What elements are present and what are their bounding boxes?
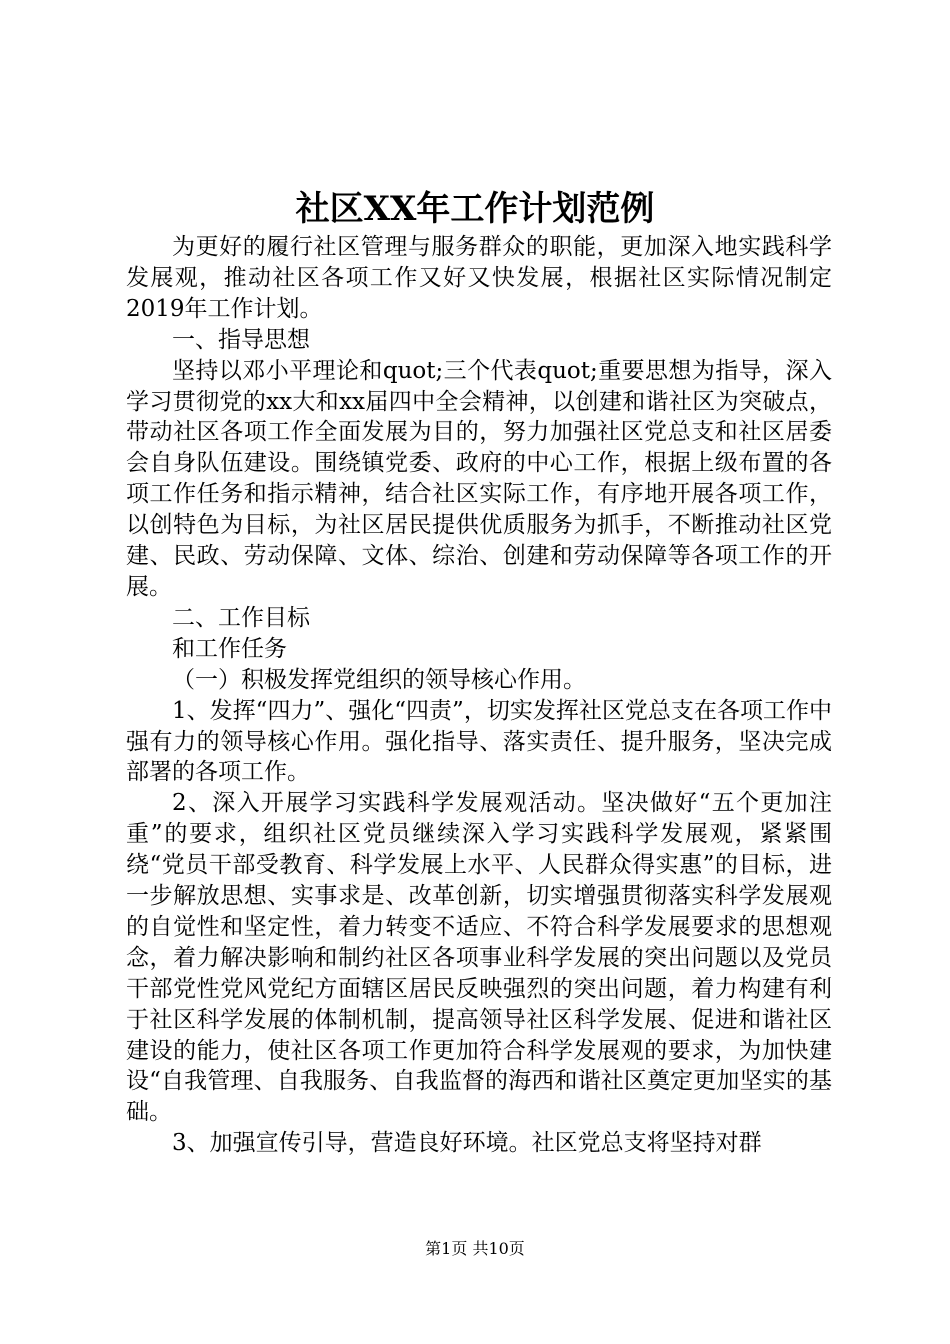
- section-heading-work-goals: 二、工作目标: [172, 604, 310, 631]
- document-body: [126, 232, 832, 1159]
- section-heading-guiding-thought: 一、指导思想: [172, 326, 310, 353]
- subsection-heading-party-role: （一）积极发挥党组织的领导核心作用。: [172, 666, 586, 693]
- item-paragraph-1: 1、发挥“四力”、强化“四责”，切实发挥社区党总支在各项工作中强有力的领导核心作用。强化指导、落实责任、提升服务，坚决完成部署的各项工作。: [126, 697, 832, 786]
- item-paragraph-3: 3、加强宣传引导，营造良好环境。社区党总支将坚持对群: [172, 1130, 762, 1157]
- section-heading-work-tasks: 和工作任务: [172, 635, 287, 662]
- page-footer: 第1页 共10页: [425, 1239, 525, 1258]
- intro-paragraph: 为更好的履行社区管理与服务群众的职能，更加深入地实践科学发展观，推动社区各项工作又好又快发展，根据社区实际情况制定2019年工作计划。: [126, 234, 832, 322]
- guiding-thought-paragraph: 坚持以邓小平理论和quot;三个代表quot;重要思想为指导，深入学习贯彻党的xx大和xx届四中全会精神，以创建和谐社区为突破点，带动社区各项工作全面发展为目的，努力加强社区党总支和社区居委会自身队伍建设。围绕镇党委、政府的中心工作，根据上级布置的各项工作任务和指示精神，结合社区实际工作，有序地开展各项工作，以创特色为目标，为社区居民提供优质服务为抓手，不断推动社区党建、民政、劳动保障、文体、综治、创建和劳动保障等各项工作的开展。: [126, 357, 832, 600]
- item-paragraph-2: 2、深入开展学习实践科学发展观活动。坚决做好“五个更加注重”的要求，组织社区党员继续深入学习实践科学发展观，紧紧围绕“党员干部受教育、科学发展上水平、人民群众得实惠”的目标，进一步解放思想、实事求是、改革创新，切实增强贯彻落实科学发展观的自觉性和坚定性，着力转变不适应、不符合科学发展要求的思想观念，着力解决影响和制约社区各项事业科学发展的突出问题以及党员干部党性党风党纪方面辖区居民反映强烈的突出问题，着力构建有利于社区科学发展的体制机制，提高领导社区科学发展、促进和谐社区建设的能力，使社区各项工作更加符合科学发展观的要求，为加快建设“自我管理、自我服务、自我监督的海西和谐社区奠定更加坚实的基础。: [126, 790, 832, 1126]
- document-title: 社区XX年工作计划范例: [295, 189, 655, 229]
